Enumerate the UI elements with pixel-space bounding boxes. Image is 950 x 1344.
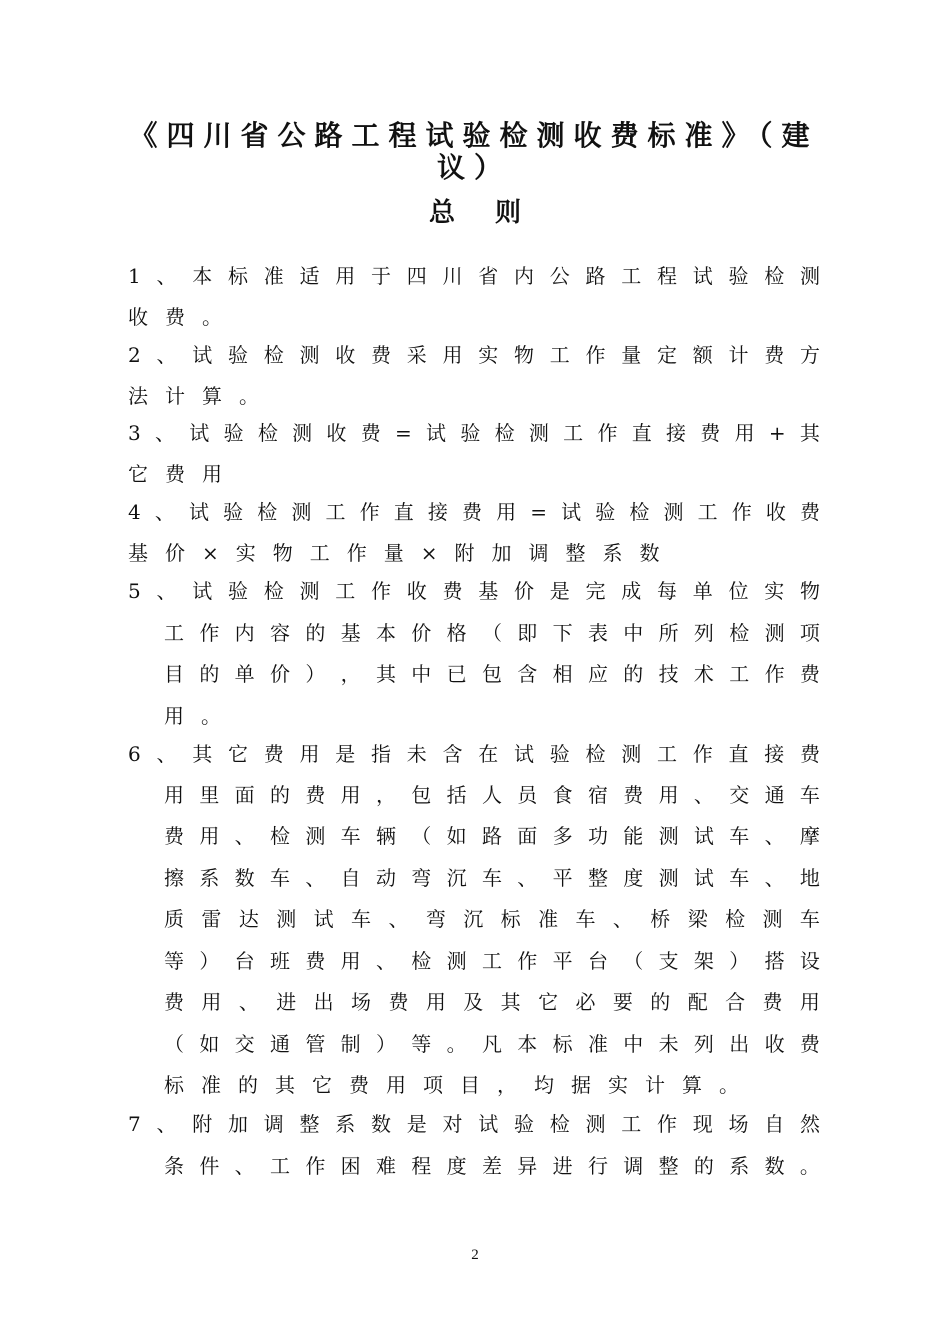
item-3-line-2: 它 费 用 <box>128 462 222 486</box>
document-title-line-1: 《四川省公路工程试验检测收费标准》（建 <box>129 119 819 152</box>
item-6-line-3: 费 用 、 检 测 车 辆 （ 如 路 面 多 功 能 测 试 车 、 摩 <box>164 824 820 848</box>
item-7-line-2: 条 件 、 工 作 困 难 程 度 差 异 进 行 调 整 的 系 数 。 <box>164 1154 820 1178</box>
item-5-line-3: 目 的 单 价 ） ， 其 中 已 包 含 相 应 的 技 术 工 作 费 <box>164 662 820 686</box>
item-6-line-8: （ 如 交 通 管 制 ） 等 。 凡 本 标 准 中 未 列 出 收 费 <box>164 1032 820 1056</box>
item-5-line-4: 用 。 <box>164 704 221 728</box>
item-6-line-6: 等 ） 台 班 费 用 、 检 测 工 作 平 台 （ 支 架 ） 搭 设 <box>164 949 820 973</box>
item-6-line-5: 质 雷 达 测 试 车 、 弯 沉 标 准 车 、 桥 梁 检 测 车 <box>164 907 820 931</box>
item-4-line-2: 基 价 × 实 物 工 作 量 × 附 加 调 整 系 数 <box>128 541 660 565</box>
item-2-line-2: 法 计 算 。 <box>128 384 259 408</box>
item-5-line-1: 5 、 试 验 检 测 工 作 收 费 基 价 是 完 成 每 单 位 实 物 <box>128 579 820 603</box>
section-heading: 总则 <box>428 198 561 228</box>
item-5-line-2: 工 作 内 容 的 基 本 价 格 （ 即 下 表 中 所 列 检 测 项 <box>164 621 820 645</box>
page-number: 2 <box>471 1247 479 1263</box>
item-1-line-2: 收 费 。 <box>128 305 222 329</box>
item-7-line-1: 7 、 附 加 调 整 系 数 是 对 试 验 检 测 工 作 现 场 自 然 <box>128 1112 820 1136</box>
item-4-line-1: 4 、 试 验 检 测 工 作 直 接 费 用 = 试 验 检 测 工 作 收 费 <box>128 500 820 524</box>
item-6-line-2: 用 里 面 的 费 用 ， 包 括 人 员 食 宿 费 用 、 交 通 车 <box>164 783 820 807</box>
item-1-line-1: 1 、 本 标 准 适 用 于 四 川 省 内 公 路 工 程 试 验 检 测 <box>128 264 820 288</box>
item-6-line-1: 6 、 其 它 费 用 是 指 未 含 在 试 验 检 测 工 作 直 接 费 <box>128 742 820 766</box>
item-6-line-9: 标 准 的 其 它 费 用 项 目 ， 均 据 实 计 算 。 <box>164 1073 739 1097</box>
item-6-line-4: 擦 系 数 车 、 自 动 弯 沉 车 、 平 整 度 测 试 车 、 地 <box>164 866 820 890</box>
item-3-line-1: 3 、 试 验 检 测 收 费 = 试 验 检 测 工 作 直 接 费 用 + 其 <box>128 421 820 445</box>
item-6-line-7: 费 用 、 进 出 场 费 用 及 其 它 必 要 的 配 合 费 用 <box>164 990 820 1014</box>
item-2-line-1: 2 、 试 验 检 测 收 费 采 用 实 物 工 作 量 定 额 计 费 方 <box>128 343 820 367</box>
document-title-line-2: 议） <box>436 151 511 184</box>
